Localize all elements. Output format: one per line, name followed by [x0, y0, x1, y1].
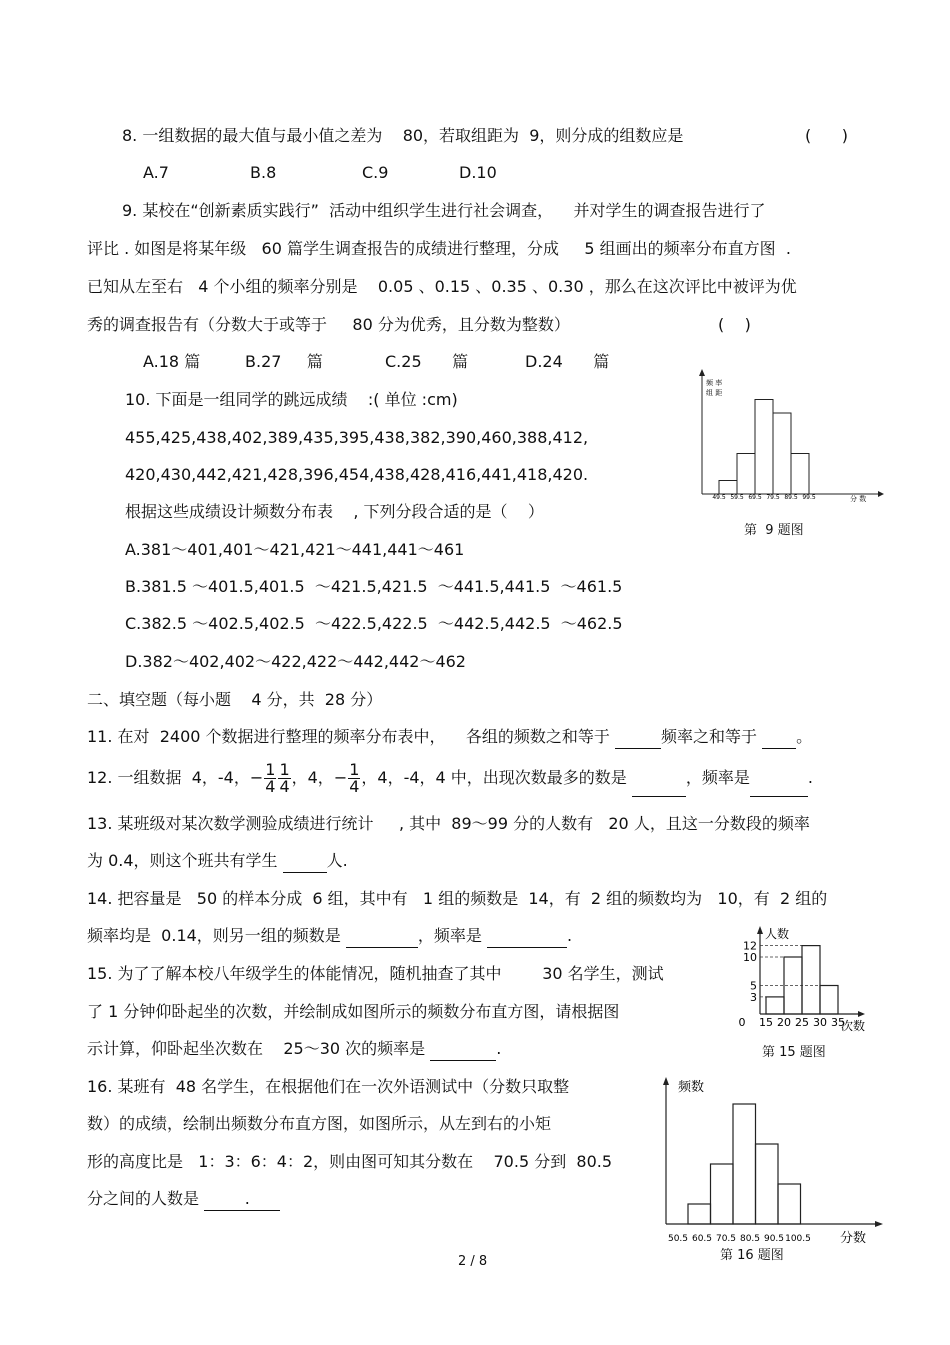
q10-data-line-2: 420,430,442,421,428,396,454,438,428,416,441,418,420. [125, 465, 589, 484]
q12-end: . [807, 768, 814, 787]
fig15-x-arrow [858, 1011, 865, 1017]
fig9-bar-1 [719, 481, 737, 495]
q8-option-a: A.7 [143, 163, 169, 182]
fig9-bar-3 [755, 400, 773, 495]
fig9-bar-5 [791, 454, 809, 495]
q9-line-4: 秀的调查报告有（分数大于或等于 80 分为优秀，且分数为整数） [87, 315, 570, 334]
q12-fraction-2: $\frac{1}{4}$ [279, 760, 290, 796]
fig16-caption: 第 16 题图 [720, 1248, 784, 1263]
q15-end: . [496, 1039, 502, 1058]
q15-blank[interactable] [430, 1038, 496, 1061]
q11-line [87, 726, 812, 749]
q12-blank-1[interactable] [632, 760, 686, 797]
q14-end: . [567, 926, 573, 945]
fig16-xlabel: 分数 [840, 1231, 867, 1246]
fig16-ylabel: 频数 [678, 1080, 705, 1095]
fig9-x-arrow [878, 491, 884, 497]
fig16-tick-6: 100.5 [785, 1234, 811, 1244]
fig9-ylabel-1: 频 率 [706, 379, 723, 387]
q9-line-2: 评比 . 如图是将某年级 60 篇学生调查报告的成绩进行整理，分成 5 组画出的频率分布直方图 . [87, 239, 791, 258]
q8-option-c: C.9 [362, 163, 389, 182]
fig15-ytick-3: 5 [750, 979, 757, 993]
fig16-bar-2 [711, 1164, 734, 1224]
q16-line-2: 数）的成绩，绘制出频数分布直方图，如图所示，从左到右的小矩 [87, 1114, 552, 1133]
q11-blank-2[interactable] [762, 726, 796, 749]
q11-end: 。 [796, 727, 813, 746]
q12-text-a: 12. 一组数据 4，-4， [87, 768, 250, 787]
q8-option-b: B.8 [250, 163, 277, 182]
fig9-caption: 第 9 题图 [744, 523, 804, 538]
fig9-bar-4 [773, 413, 791, 494]
fig16-tick-2: 60.5 [691, 1234, 713, 1244]
q9-answer-paren: ( ) [718, 315, 751, 334]
fig16-y-arrow [663, 1077, 669, 1085]
q10-option-c: C.382.5 ～402.5,402.5 ～422.5,422.5 ～442.5,442.5 ～462.5 [125, 614, 623, 633]
fig15-ytick-1: 12 [743, 939, 757, 953]
q11-blank-1[interactable] [615, 726, 661, 749]
fig15-ytick-2: 10 [743, 951, 757, 964]
fig15-y-arrow [757, 926, 763, 934]
q9-line-1: 9. 某校在“创新素质实践行” 活动中组织学生进行社会调查， 并对学生的调查报告进行了 [122, 201, 766, 220]
fig9-histogram [690, 368, 890, 503]
q12-fraction-1: $\frac{1}{4}$ [265, 760, 276, 796]
fig9-y-arrow [699, 369, 705, 376]
q13-line-2 [87, 850, 348, 873]
q10-option-d: D.382～402,402～422,422～442,442～462 [125, 652, 466, 671]
fig15-xtick-5: 30 [813, 1016, 827, 1029]
q15-line-2: 了 1 分钟仰卧起坐的次数，并绘制成如图所示的频数分布直方图，请根据图 [87, 1002, 620, 1021]
fig9-tick-5: 89.5 [784, 494, 798, 501]
fig15-xtick-2: 15 [759, 1016, 773, 1029]
fig9-tick-6: 99.5 [802, 494, 816, 501]
fig16-histogram [660, 1075, 890, 1250]
fig16-bar-3 [733, 1104, 756, 1224]
fig16-bar-4 [756, 1144, 779, 1224]
fig9-tick-4: 79.5 [766, 494, 780, 501]
q10-title: 10. 下面是一组同学的跳远成绩 :( 单位 :cm) [125, 390, 458, 409]
fig15-bar-4 [820, 986, 838, 1015]
fig15-xtick-4: 25 [795, 1016, 809, 1029]
q9-option-d: D.24 篇 [525, 352, 610, 371]
q15-line-1: 15. 为了了解本校八年级学生的体能情况，随机抽查了其中 30 名学生，测试 [87, 964, 664, 983]
fig15-caption: 第 15 题图 [762, 1045, 826, 1060]
q13-text-b: 人. [326, 851, 348, 870]
fig15-xtick-3: 20 [777, 1016, 791, 1029]
q13-blank[interactable] [283, 850, 327, 873]
fig15-bar-1 [766, 997, 784, 1014]
q12-text-b: ，4， [291, 768, 334, 787]
q16-text: 分之间的人数是 [87, 1189, 200, 1208]
q16-blank[interactable]: . [204, 1188, 280, 1211]
fig16-x-arrow [875, 1221, 883, 1227]
q8-answer-paren: ( ) [805, 126, 848, 145]
q14-text-b: ，频率是 [417, 926, 482, 945]
q8-option-d: D.10 [459, 163, 497, 182]
fig16-tick-5: 90.5 [763, 1234, 785, 1244]
q10-question: 根据这些成绩设计频数分布表 , 下列分段合适的是（ ） [125, 502, 544, 521]
fig16-tick-1: 50.5 [667, 1234, 689, 1244]
q13-text-a: 为 0.4，则这个班共有学生 [87, 851, 278, 870]
q14-line-1: 14. 把容量是 50 的样本分成 6 组，其中有 1 组的频数是 14，有 2 组的频数均为 10，有 2 组的 [87, 889, 828, 908]
fig16-tick-4: 80.5 [739, 1234, 761, 1244]
fig9-tick-3: 69.5 [748, 494, 762, 501]
fig16-tick-3: 70.5 [715, 1234, 737, 1244]
fig15-ytick-4: 3 [750, 990, 757, 1004]
fig15-xtick-6: 35 [831, 1016, 845, 1029]
fig15-bar-3 [802, 946, 820, 1014]
fig9-ylabel-2: 组 距 [706, 389, 723, 397]
q15-text-a: 示计算，仰卧起坐次数在 25～30 次的频率是 [87, 1039, 426, 1058]
fig15-histogram [728, 922, 878, 1034]
q12-fraction-3: $\frac{1}{4}$ [349, 760, 360, 796]
q14-line-2 [87, 925, 572, 948]
fig15-xlabel: 次数 [841, 1019, 866, 1033]
fig16-bar-5 [778, 1184, 801, 1224]
fig15-xtick-1: 0 [738, 1016, 746, 1029]
q9-option-b: B.27 篇 [245, 352, 323, 371]
q16-line-3: 形的高度比是 1：3：6：4：2，则由图可知其分数在 70.5 分到 80.5 [87, 1152, 613, 1171]
q13-line-1: 13. 某班级对某次数学测验成绩进行统计 , 其中 89～99 分的人数有 20 人，且这一分数段的频率 [87, 814, 810, 833]
q16-line-1: 16. 某班有 48 名学生，在根据他们在一次外语测试中（分数只取整 [87, 1077, 570, 1096]
fig15-ylabel: 人数 [765, 927, 790, 941]
q9-option-c: C.25 篇 [385, 352, 469, 371]
q14-blank-1[interactable] [346, 925, 418, 948]
q12-text-d: ，频率是 [685, 768, 750, 787]
page-number: 2 / 8 [458, 1254, 488, 1269]
q11-text-b: 频率之和等于 [660, 727, 757, 746]
q10-data-line-1: 455,425,438,402,389,435,395,438,382,390,460,388,412, [125, 428, 589, 447]
fig9-bar-2 [737, 454, 755, 495]
q14-blank-2[interactable] [487, 925, 567, 948]
q8-text: 8. 一组数据的最大值与最小值之差为 80，若取组距为 9，则分成的组数应是 [122, 126, 684, 145]
fig9-tick-2: 59.5 [730, 494, 744, 501]
q10-option-a: A.381～401,401～421,421～441,441～461 [125, 540, 465, 559]
q12-line: 12. 一组数据 4，-4，− $\frac{1}{4}$ $\frac{1}{4}$ ，4，− $\frac{1}{4}$ ，4，-4，4 中，出现次数最多的数是 ，频率是 . [87, 760, 814, 796]
q12-blank-2[interactable] [750, 760, 808, 797]
fig16-bar-1 [688, 1204, 711, 1224]
q9-option-a: A.18 篇 [143, 352, 201, 371]
fig9-tick-1: 49.5 [712, 494, 726, 501]
fig9-xlabel: 分 数 [850, 495, 867, 503]
q9-line-3: 已知从左至右 4 个小组的频率分别是 0.05 、0.15 、0.35 、0.30 ，那么在这次评比中被评为优 [87, 277, 797, 296]
q14-text-a: 频率均是 0.14，则另一组的频数是 [87, 926, 341, 945]
q11-text-a: 11. 在对 2400 个数据进行整理的频率分布表中， 各组的频数之和等于 [87, 727, 610, 746]
q10-option-b: B.381.5 ～401.5,401.5 ～421.5,421.5 ～441.5,441.5 ～461.5 [125, 577, 623, 596]
q12-text-c: ，4，-4，4 中，出现次数最多的数是 [361, 768, 627, 787]
section2-heading: 二、填空题（每小题 4 分，共 28 分） [87, 690, 383, 709]
q16-line-4 [87, 1188, 280, 1211]
q15-line-3 [87, 1038, 501, 1061]
